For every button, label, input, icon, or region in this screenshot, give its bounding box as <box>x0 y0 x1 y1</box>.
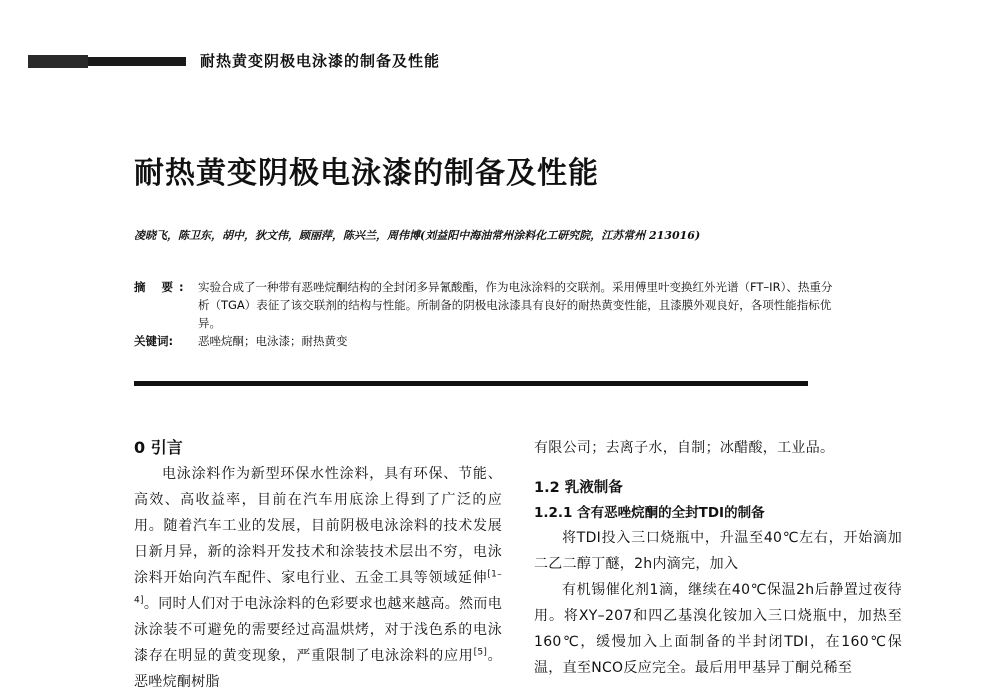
intro-paragraph <box>134 461 502 695</box>
abstract-row <box>134 278 834 332</box>
running-header <box>28 50 508 72</box>
section-divider <box>134 381 808 386</box>
keywords-label: 关键词: <box>134 334 174 348</box>
subsection-heading-tdi: 1.2.1 含有恶唑烷酮的全封TDI的制备 <box>534 505 765 521</box>
paper-title: 耐热黄变阴极电泳漆的制备及性能 <box>134 156 599 191</box>
right-column <box>534 435 902 681</box>
materials-tail: 有限公司；去离子水，自制；冰醋酸，工业品。 <box>534 440 835 456</box>
keywords-text: 恶唑烷酮；电泳漆；耐热黄变 <box>198 334 348 348</box>
left-column <box>134 435 502 695</box>
abstract-block <box>134 278 834 350</box>
citation-ref[interactable]: [1–4] <box>134 569 502 606</box>
section-heading-intro: 0 引言 <box>134 438 183 457</box>
section-heading-emulsion: 1.2 乳液制备 <box>534 480 623 496</box>
intro-text-cont: 。同时人们对于电泳涂料的色彩要求也越来越高。然而电泳涂装不可避免的需要经过高温烘烤，对于浅色系的电泳漆存在明显的黄变现象，严重限制了电泳涂料的应用 <box>134 596 502 664</box>
abstract-label: 摘 要: <box>134 280 190 294</box>
running-header-title: 耐热黄变阴极电泳漆的制备及性能 <box>200 52 441 70</box>
prep-paragraph-2: 有机锡催化剂1滴，继续在40℃保温2h后静置过夜待用。将XY–207和四乙基溴化铵加入三口烧瓶中，加热至160℃，缓慢加入上面制备的半封闭TDI，在160℃保温，直至NCO反应完全。最后用甲基异丁酮兑稀至 <box>534 582 902 676</box>
prep-paragraph-1: 将TDI投入三口烧瓶中，升温至40℃左右，开始滴加二乙二醇丁醚，2h内滴完，加入 <box>534 530 902 572</box>
keywords-row <box>134 332 834 350</box>
intro-text: 电泳涂料作为新型环保水性涂料，具有环保、节能、高效、高收益率，目前在汽车用底涂上得到了广泛的应用。随着汽车工业的发展，目前阴极电泳涂料的技术发展日新月异，新的涂料开发技术和涂装技术层出不穷，电泳涂料开始向汽车配件、家电行业、五金工具等领域延伸 <box>134 466 502 586</box>
header-decorative-bar <box>28 57 186 66</box>
intro-text-end: 。恶唑烷酮树脂 <box>134 648 502 690</box>
abstract-text: 实验合成了一种带有恶唑烷酮结构的全封闭多异氰酸酯，作为电泳涂料的交联剂。采用傅里叶变换红外光谱（FT–IR）、热重分析（TGA）表征了该交联剂的结构与性能。所制备的阴极电泳漆具有良好的耐热黄变性能，且漆膜外观良好，各项性能指标优异。 <box>198 280 833 330</box>
author-line: 凌晓飞，陈卫东，胡中，狄文伟，顾丽萍，陈兴兰，周伟博(刘益阳中海油常州涂料化工研究院，江苏常州 213016) <box>134 229 701 242</box>
citation-ref[interactable]: [5] <box>473 647 488 658</box>
